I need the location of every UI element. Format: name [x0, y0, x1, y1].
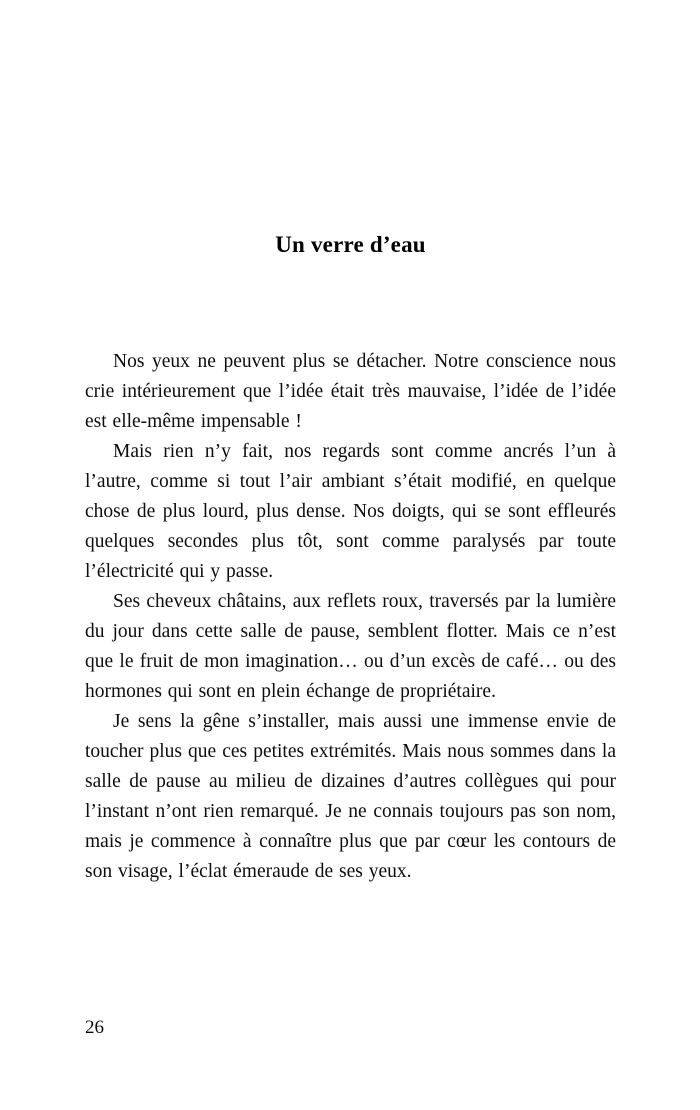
chapter-title: Un verre d’eau [275, 232, 426, 257]
body-text [85, 347, 616, 887]
paragraph: Nos yeux ne peuvent plus se détacher. Notre conscience nous crie intérieurement que l’idée était très mauvaise, l’idée de l’idée est elle-même impensable ! [85, 351, 616, 432]
page-number: 26 [85, 1017, 104, 1038]
paragraph: Ses cheveux châtains, aux reflets roux, traversés par la lumière du jour dans cette salle de pause, semblent flotter. Mais ce n’est que le fruit de mon imagination… ou d’un excès de café… ou des hormones qui sont en plein échange de propriétaire. [85, 591, 616, 702]
paragraph: Mais rien n’y fait, nos regards sont comme ancrés l’un à l’autre, comme si tout l’air ambiant s’était modifié, en quelque chose de plus lourd, plus dense. Nos doigts, qui se sont effleurés quelques secondes plus tôt, sont comme paralysés par toute l’électricité qui y passe. [85, 441, 616, 582]
paragraph: Je sens la gêne s’installer, mais aussi une immense envie de toucher plus que ces petites extrémités. Mais nous sommes dans la salle de pause au milieu de dizaines d’autres collègues qui pour l’instant n’ont rien remarqué. Je ne connais toujours pas son nom, mais je commence à connaître plus que par cœur les contours de son visage, l’éclat émeraude de ses yeux. [85, 711, 616, 882]
